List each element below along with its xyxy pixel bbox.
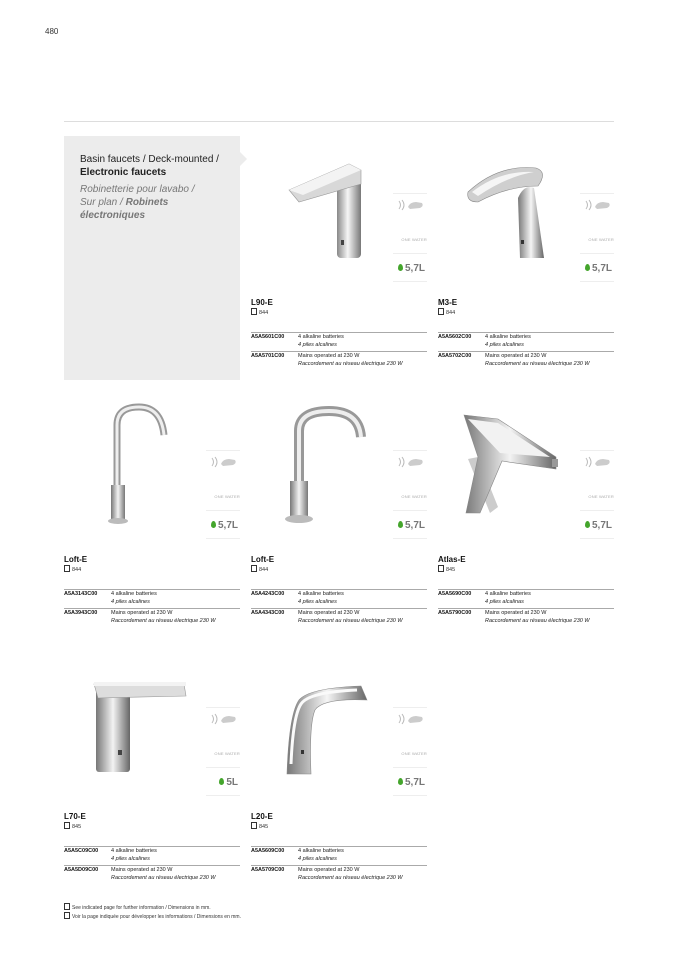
spec-description-fr: 4 piles alcalines <box>298 341 337 348</box>
product-card <box>64 397 240 627</box>
sensor-hand-icon <box>209 712 239 726</box>
divider <box>393 253 427 254</box>
page-ref-icon <box>64 912 70 919</box>
one-water-label: ONE WATER <box>588 237 614 242</box>
page-ref-icon <box>251 308 257 315</box>
water-drop-icon <box>398 264 403 271</box>
sensor-hand-icon <box>583 198 613 212</box>
sensor-hand-icon <box>396 455 426 469</box>
top-divider <box>64 121 614 122</box>
spec-description-fr: 4 piles alcalines <box>298 598 337 605</box>
article-code: A5A4243C00 <box>251 591 285 597</box>
spec-row <box>251 332 427 349</box>
water-volume <box>398 520 425 531</box>
sensor-hand-icon <box>583 455 613 469</box>
spec-description-fr: Raccordement au réseau électrique 230 W <box>298 617 403 624</box>
page-ref-number: 845 <box>446 567 456 573</box>
one-water-label: ONE WATER <box>401 751 427 756</box>
water-volume <box>585 263 612 274</box>
spec-description-fr: 4 piles alcalines <box>111 598 150 605</box>
divider <box>393 281 427 282</box>
sensor-hand-icon <box>396 198 426 212</box>
article-code: A5A5D09C00 <box>64 867 99 873</box>
title-box-pointer <box>240 152 247 166</box>
water-drop-icon <box>585 521 590 528</box>
title-en-line2: Electronic faucets <box>80 167 167 178</box>
article-code: A5A5602C00 <box>438 334 472 340</box>
article-code: A5A5601C00 <box>251 334 285 340</box>
product-name: L70-E <box>64 812 86 821</box>
water-volume-value: 5L <box>226 777 238 788</box>
product-name: M3-E <box>438 298 458 307</box>
divider <box>393 510 427 511</box>
article-code: A5A3943C00 <box>64 610 98 616</box>
spec-description: 4 alkaline batteries <box>298 334 344 340</box>
spec-description: 4 alkaline batteries <box>111 591 157 597</box>
divider <box>393 538 427 539</box>
water-volume-value: 5,7L <box>217 520 238 531</box>
divider <box>206 795 240 796</box>
page-ref-number: 845 <box>72 824 82 830</box>
spec-row <box>64 608 240 625</box>
divider <box>393 767 427 768</box>
one-water-label: ONE WATER <box>588 494 614 499</box>
water-volume <box>585 520 612 531</box>
article-code: A5A5609C00 <box>251 848 285 854</box>
section-title-box <box>64 136 240 380</box>
water-volume-value: 5,7L <box>591 520 612 531</box>
water-volume <box>219 777 238 788</box>
product-name: L20-E <box>251 812 273 821</box>
spec-description: Mains operated at 230 W <box>111 610 173 616</box>
spec-row <box>251 865 427 882</box>
divider <box>580 538 614 539</box>
title-fr-line3: électroniques <box>80 210 146 221</box>
one-water-label: ONE WATER <box>214 751 240 756</box>
divider <box>393 795 427 796</box>
product-page-ref <box>64 565 81 573</box>
spec-description-fr: Raccordement au réseau électrique 230 W <box>485 360 590 367</box>
title-fr-line2-bold: Robinets <box>125 197 169 208</box>
article-code: A5A5701C00 <box>251 353 285 359</box>
page-ref-number: 845 <box>259 824 269 830</box>
page-number: 480 <box>45 27 59 36</box>
spec-description: 4 alkaline batteries <box>111 848 157 854</box>
divider <box>580 281 614 282</box>
title-en-line1: Basin faucets / Deck-mounted / <box>80 154 219 165</box>
divider <box>393 450 427 451</box>
water-volume <box>398 777 425 788</box>
product-card <box>438 140 614 370</box>
spec-description-fr: 4 piles alcalinas <box>485 598 524 605</box>
water-volume-value: 5,7L <box>404 520 425 531</box>
divider <box>206 510 240 511</box>
spec-row <box>438 332 614 349</box>
sensor-hand-icon <box>396 712 426 726</box>
page-ref-number: 844 <box>446 310 456 316</box>
article-code: A5A5C09C00 <box>64 848 99 854</box>
spec-description: Mains operated at 230 W <box>485 353 547 359</box>
product-card <box>438 397 614 627</box>
product-page-ref <box>251 822 268 830</box>
footnote-en <box>64 903 211 911</box>
page-ref-number: 844 <box>259 310 269 316</box>
divider <box>393 707 427 708</box>
spec-description-fr: Raccordement au réseau électrique 230 W <box>111 874 216 881</box>
divider <box>206 538 240 539</box>
sensor-hand-icon <box>209 455 239 469</box>
spec-row <box>251 846 427 863</box>
divider <box>580 253 614 254</box>
water-volume <box>211 520 238 531</box>
article-code: A5A5790C00 <box>438 610 472 616</box>
water-drop-icon <box>219 778 224 785</box>
divider <box>206 707 240 708</box>
spec-row <box>64 589 240 606</box>
page-ref-number: 844 <box>259 567 269 573</box>
one-water-label: ONE WATER <box>214 494 240 499</box>
product-card <box>64 654 240 884</box>
spec-description-fr: Raccordement au réseau électrique 230 W <box>298 874 403 881</box>
divider <box>580 450 614 451</box>
product-name: L90-E <box>251 298 273 307</box>
spec-description: Mains operated at 230 W <box>298 610 360 616</box>
spec-description-fr: 4 piles alcalines <box>298 855 337 862</box>
article-code: A5A5702C00 <box>438 353 472 359</box>
page-ref-icon <box>438 308 444 315</box>
water-drop-icon <box>585 264 590 271</box>
spec-description: Mains operated at 230 W <box>298 867 360 873</box>
page-ref-icon <box>438 565 444 572</box>
water-volume <box>398 263 425 274</box>
spec-description-fr: Raccordement au réseau électrique 230 W <box>485 617 590 624</box>
spec-description: 4 alkaline batteries <box>485 591 531 597</box>
spec-row <box>251 589 427 606</box>
spec-row <box>251 351 427 368</box>
footnote-en-text: See indicated page for further information / Dimensions in mm. <box>72 905 211 911</box>
spec-description: Mains operated at 230 W <box>111 867 173 873</box>
title-english <box>80 153 219 179</box>
product-page-ref <box>251 565 268 573</box>
footnote-fr-text: Voir la page indiquée pour développer les informations / Dimensions en mm. <box>72 914 241 920</box>
one-water-label: ONE WATER <box>401 237 427 242</box>
page-ref-icon <box>251 565 257 572</box>
title-french <box>80 183 195 222</box>
spec-row <box>64 846 240 863</box>
product-name: Loft-E <box>251 555 275 564</box>
divider <box>206 450 240 451</box>
title-fr-line2-plain: Sur plan / <box>80 197 126 208</box>
article-code: A5A5709C00 <box>251 867 285 873</box>
water-drop-icon <box>398 778 403 785</box>
spec-description-fr: 4 piles alcalines <box>111 855 150 862</box>
spec-description-fr: 4 piles alcalines <box>485 341 524 348</box>
title-fr-line1: Robinetterie pour lavabo / <box>80 184 195 195</box>
product-name: Loft-E <box>64 555 88 564</box>
one-water-label: ONE WATER <box>401 494 427 499</box>
page-ref-icon <box>251 822 257 829</box>
spec-description: 4 alkaline batteries <box>485 334 531 340</box>
water-drop-icon <box>398 521 403 528</box>
water-volume-value: 5,7L <box>591 263 612 274</box>
page-ref-icon <box>64 565 70 572</box>
water-drop-icon <box>211 521 216 528</box>
product-page-ref <box>438 565 455 573</box>
spec-description-fr: Raccordement au réseau électrique 230 W <box>298 360 403 367</box>
product-page-ref <box>251 308 268 316</box>
product-card <box>251 140 427 370</box>
article-code: A5A3143C00 <box>64 591 98 597</box>
article-code: A5A5690C00 <box>438 591 472 597</box>
divider <box>206 767 240 768</box>
spec-description: Mains operated at 230 W <box>298 353 360 359</box>
product-name: Atlas-E <box>438 555 466 564</box>
spec-row <box>438 351 614 368</box>
article-code: A5A4343C00 <box>251 610 285 616</box>
product-card <box>251 654 427 884</box>
page-ref-number: 844 <box>72 567 82 573</box>
footnote-fr <box>64 912 241 920</box>
product-page-ref <box>438 308 455 316</box>
spec-description: 4 alkaline batteries <box>298 591 344 597</box>
divider <box>393 193 427 194</box>
spec-row <box>251 608 427 625</box>
water-volume-value: 5,7L <box>404 263 425 274</box>
spec-row <box>438 589 614 606</box>
spec-description-fr: Raccordement au réseau électrique 230 W <box>111 617 216 624</box>
product-page-ref <box>64 822 81 830</box>
spec-row <box>438 608 614 625</box>
divider <box>580 510 614 511</box>
water-volume-value: 5,7L <box>404 777 425 788</box>
spec-description: Mains operated at 230 W <box>485 610 547 616</box>
page-ref-icon <box>64 903 70 910</box>
spec-row <box>64 865 240 882</box>
divider <box>580 193 614 194</box>
page-ref-icon <box>64 822 70 829</box>
spec-description: 4 alkaline batteries <box>298 848 344 854</box>
product-card <box>251 397 427 627</box>
